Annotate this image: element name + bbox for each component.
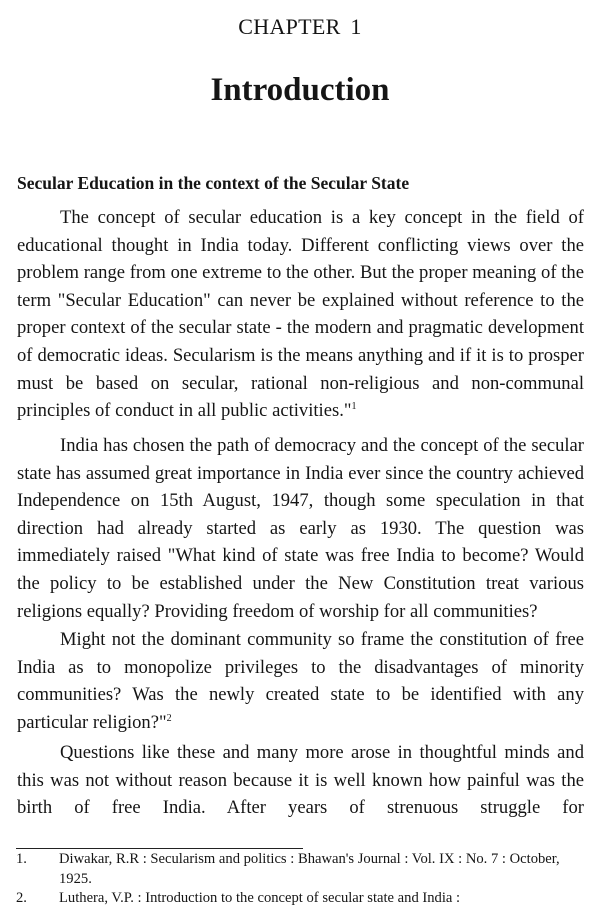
footnote-2 <box>16 889 586 909</box>
section-heading: Secular Education in the context of the Secular State <box>17 173 410 193</box>
footnotes <box>16 850 586 909</box>
paragraph-1 <box>17 204 584 425</box>
footnote-reference-1: 1 <box>351 401 357 413</box>
footnote-1 <box>16 850 586 889</box>
paragraph-text: Might not the dominant community so frame the constitution of free India as to monopolize privileges to the disadvantages of minority communities? Was the newly created state to be identified with any particular religion?" <box>17 629 584 733</box>
footnote-divider <box>16 848 303 849</box>
footnote-reference-2: 2 <box>166 712 172 724</box>
paragraph-text: The concept of secular education is a key concept in the field of educational thought in India today. Different conflicting views over the problem range from one extreme to the other. But the proper meaning of the term "Secular Education" can never be explained without reference to the proper context of the secular state - the modern and pragmatic development of democratic ideas. Secularism is the means anything and if it is to prosper must be based on secular, rational non-religious and non-communal principles of conduct in all public activities." <box>17 207 584 422</box>
paragraph-2 <box>17 432 584 625</box>
chapter-label: CHAPTER 1 <box>238 14 362 39</box>
footnote-text: Diwakar, R.R : Secularism and politics : Bhawan's Journal : Vol. IX : No. 7 : October, 1925. <box>59 851 560 887</box>
footnote-number: 1. <box>16 851 27 867</box>
paragraph-3 <box>17 626 584 736</box>
footnote-text: Luthera, V.P. : Introduction to the concept of secular state and India : <box>59 890 461 906</box>
chapter-title: Introduction <box>210 72 390 108</box>
paragraph-text: India has chosen the path of democracy and the concept of the secular state has assumed great importance in India ever since the country achieved Independence on 15th August, 1947, though some speculation in that direction had already started as early as 1930. The question was immediately raised "What kind of state was free India to become? Would the policy to be established under the New Constitution treat various religions equally? Providing freedom of worship for all communities? <box>17 435 584 622</box>
paragraph-text: Questions like these and many more arose in thoughtful minds and this was not without reason because it is well known how painful was the birth of free India. After years of strenuous struggle for <box>17 742 584 819</box>
footnote-number: 2. <box>16 890 27 906</box>
paragraph-4 <box>17 739 584 822</box>
